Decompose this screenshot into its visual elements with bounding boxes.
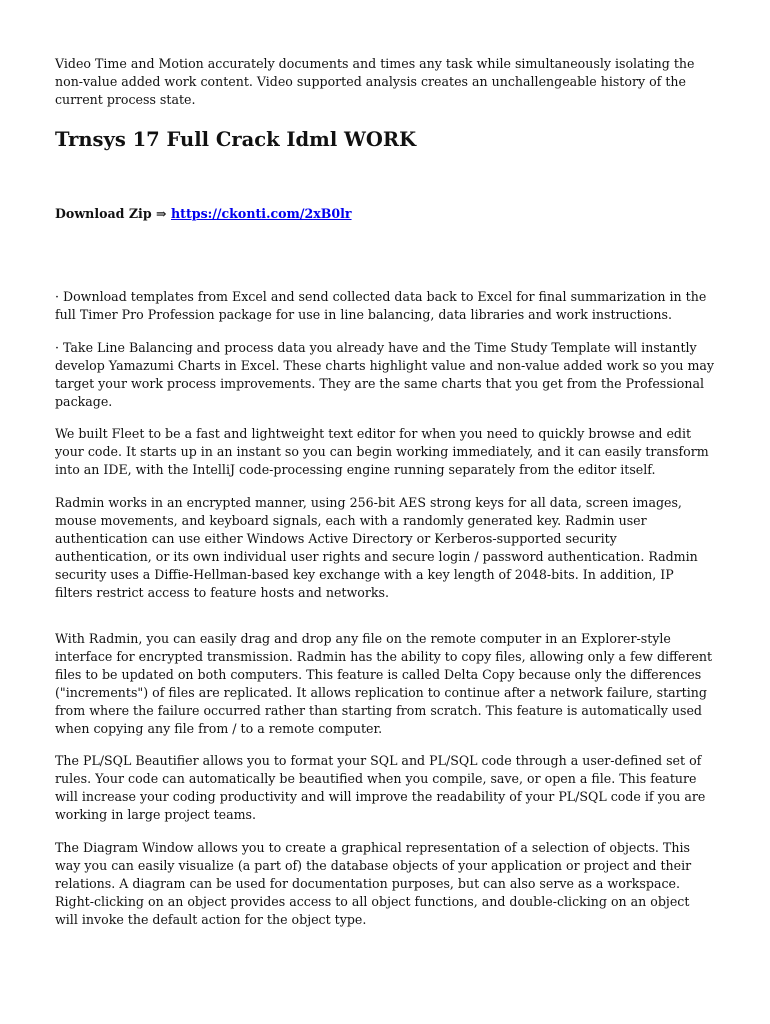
body-paragraph: With Radmin, you can easily drag and drop any file on the remote computer in an Explorer-style interface for encrypted transmission. Radmin has the ability to copy files, allowing only a few different files to be updated on both computers. This feature is called Delta Copy because only the differences ("increments") of files are replicated. It allows replication to continue after a network failure, starting from where the failure occurred rather than starting from scratch. This feature is automatically used when copying any file from / to a remote computer. <box>55 630 713 736</box>
body-paragraph: · Take Line Balancing and process data you already have and the Time Study Template will instantly develop Yamazumi Charts in Excel. These charts highlight value and non-value added work so you may target your work process improvements. They are the same charts that you get from the Professional package. <box>55 339 715 409</box>
download-link[interactable]: https://ckonti.com/2xB0lr <box>170 206 352 221</box>
page-title: Trnsys 17 Full Crack Idml WORK <box>55 128 417 151</box>
body-paragraph: The PL/SQL Beautifier allows you to format your SQL and PL/SQL code through a user-defined set of rules. Your code can automatically be beautified when you compile, save, or open a file. This feature will increase your coding productivity and will improve the readability of your PL/SQL code if you are working in large project teams. <box>55 753 706 822</box>
arrow-icon: ⇒ <box>156 206 167 221</box>
download-label: Download Zip <box>55 206 152 221</box>
body-paragraph: Radmin works in an encrypted manner, using 256-bit AES strong keys for all data, screen images, mouse movements, and keyboard signals, each with a randomly generated key. Radmin user authentication can use either Windows Active Directory or Kerberos-supported security authentication, or its own individual user rights and secure login / password authentication. Radmin security uses a Diffie-Hellman-based key exchange with a key length of 2048-bits. In addition, IP filters restrict access to feature hosts and networks. <box>55 494 698 600</box>
body-paragraph: We built Fleet to be a fast and lightweight text editor for when you need to quickly browse and edit your code. It starts up in an instant so you can begin working immediately, and it can easily transform into an IDE, with the IntelliJ code-processing engine running separately from the editor itself. <box>55 426 709 477</box>
intro-paragraph: Video Time and Motion accurately documents and times any task while simultaneously isolating the non-value added work content. Video supported analysis creates an unchallengeable history of the current process state. <box>55 56 695 107</box>
document-page <box>55 55 715 943</box>
body-paragraph: The Diagram Window allows you to create a graphical representation of a selection of objects. This way you can easily visualize (a part of) the database objects of your application or project and their relations. A diagram can be used for documentation purposes, but can also serve as a workspace. Right-clicking on an object provides access to all object functions, and double-clicking on an object will invoke the default action for the object type. <box>55 839 692 927</box>
download-line <box>55 205 715 223</box>
body-paragraph: · Download templates from Excel and send collected data back to Excel for final summarization in the full Timer Pro Profession package for use in line balancing, data libraries and work instructions. <box>55 289 707 322</box>
